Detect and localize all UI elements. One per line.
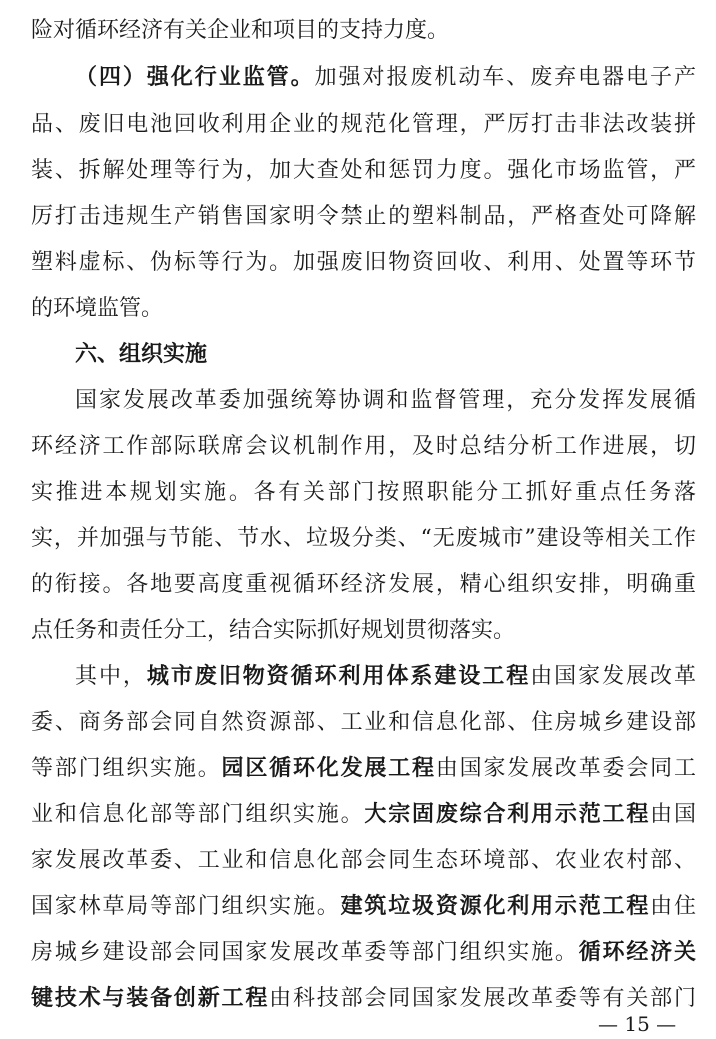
text-span: 由科技部会同国家发展改革委等有关部门 [269, 986, 696, 1011]
paragraph-line [31, 984, 696, 1014]
page-number: — 15 — [598, 1012, 677, 1036]
bold-term: 园区循环化发展工程 [221, 756, 436, 781]
paragraph-line: 国家发展改革委加强统筹协调和监督管理，充分发挥发展循 [75, 388, 696, 413]
text-span: 由国 [650, 802, 696, 827]
paragraph-line [31, 892, 696, 922]
section-subtitle: （四）强化行业监管。 [75, 65, 315, 90]
paragraph-line [31, 16, 696, 46]
text-span: 由国家发展改革委会同工 [435, 756, 696, 781]
bold-term: 大宗固废综合利用示范工程 [364, 802, 651, 827]
text-span: 等部门组织实施。 [31, 756, 222, 781]
section-heading: 六、组织实施 [75, 342, 208, 367]
paragraph-line [75, 63, 696, 93]
paragraph-line: 装、拆解处理等行为，加大查处和惩罚力度。强化市场监管，严 [31, 158, 696, 183]
text-span: 其中， [75, 664, 147, 689]
paragraph-line [31, 800, 696, 830]
text-span: 加强对报废机动车、废弃电器电子产 [314, 65, 696, 90]
paragraph-line [75, 662, 696, 692]
paragraph-line: 实推进本规划实施。各有关部门按照职能分工抓好重点任务落 [31, 480, 696, 505]
bold-term: 城市废旧物资循环利用体系建设工程 [146, 664, 531, 689]
text-span: 国家林草局等部门组织实施。 [31, 894, 341, 919]
paragraph-line: 品、废旧电池回收利用企业的规范化管理，严厉打击非法改装拼 [31, 112, 696, 137]
text-span: 房城乡建设部会同国家发展改革委等部门组织实施。 [31, 940, 579, 965]
paragraph-line: 的衔接。各地要高度重视循环经济发展，精心组织安排，明确重 [31, 572, 696, 597]
paragraph-line: 环经济工作部际联席会议机制作用，及时总结分析工作进展，切 [31, 434, 696, 459]
text-span: 由住 [650, 894, 696, 919]
paragraph-line: 委、商务部会同自然资源部、工业和信息化部、住房城乡建设部 [31, 710, 696, 735]
bold-term: 键技术与装备创新工程 [31, 986, 270, 1011]
paragraph-line [31, 754, 696, 784]
paragraph-line: 家发展改革委、工业和信息化部会同生态环境部、农业农村部、 [31, 848, 696, 873]
paragraph-line: 的环境监管。 [31, 296, 164, 321]
text-span: 险对循环经济有关企业和项目的支持力度。 [31, 18, 450, 43]
bold-term: 建筑垃圾资源化利用示范工程 [340, 894, 651, 919]
paragraph-line: 点任务和责任分工，结合实际抓好规划贯彻落实。 [31, 618, 516, 643]
paragraph-line [31, 938, 696, 968]
bold-term: 循环经济关 [578, 940, 696, 965]
paragraph-line: 塑料虚标、伪标等行为。加强废旧物资回收、利用、处置等环节 [31, 250, 696, 275]
text-span: 业和信息化部等部门组织实施。 [31, 802, 365, 827]
text-span: 由国家发展改革 [530, 664, 696, 689]
paragraph-line: 实，并加强与节能、节水、垃圾分类、“无废城市”建设等相关工作 [31, 526, 696, 551]
paragraph-line: 厉打击违规生产销售国家明令禁止的塑料制品，严格查处可降解 [31, 204, 696, 229]
